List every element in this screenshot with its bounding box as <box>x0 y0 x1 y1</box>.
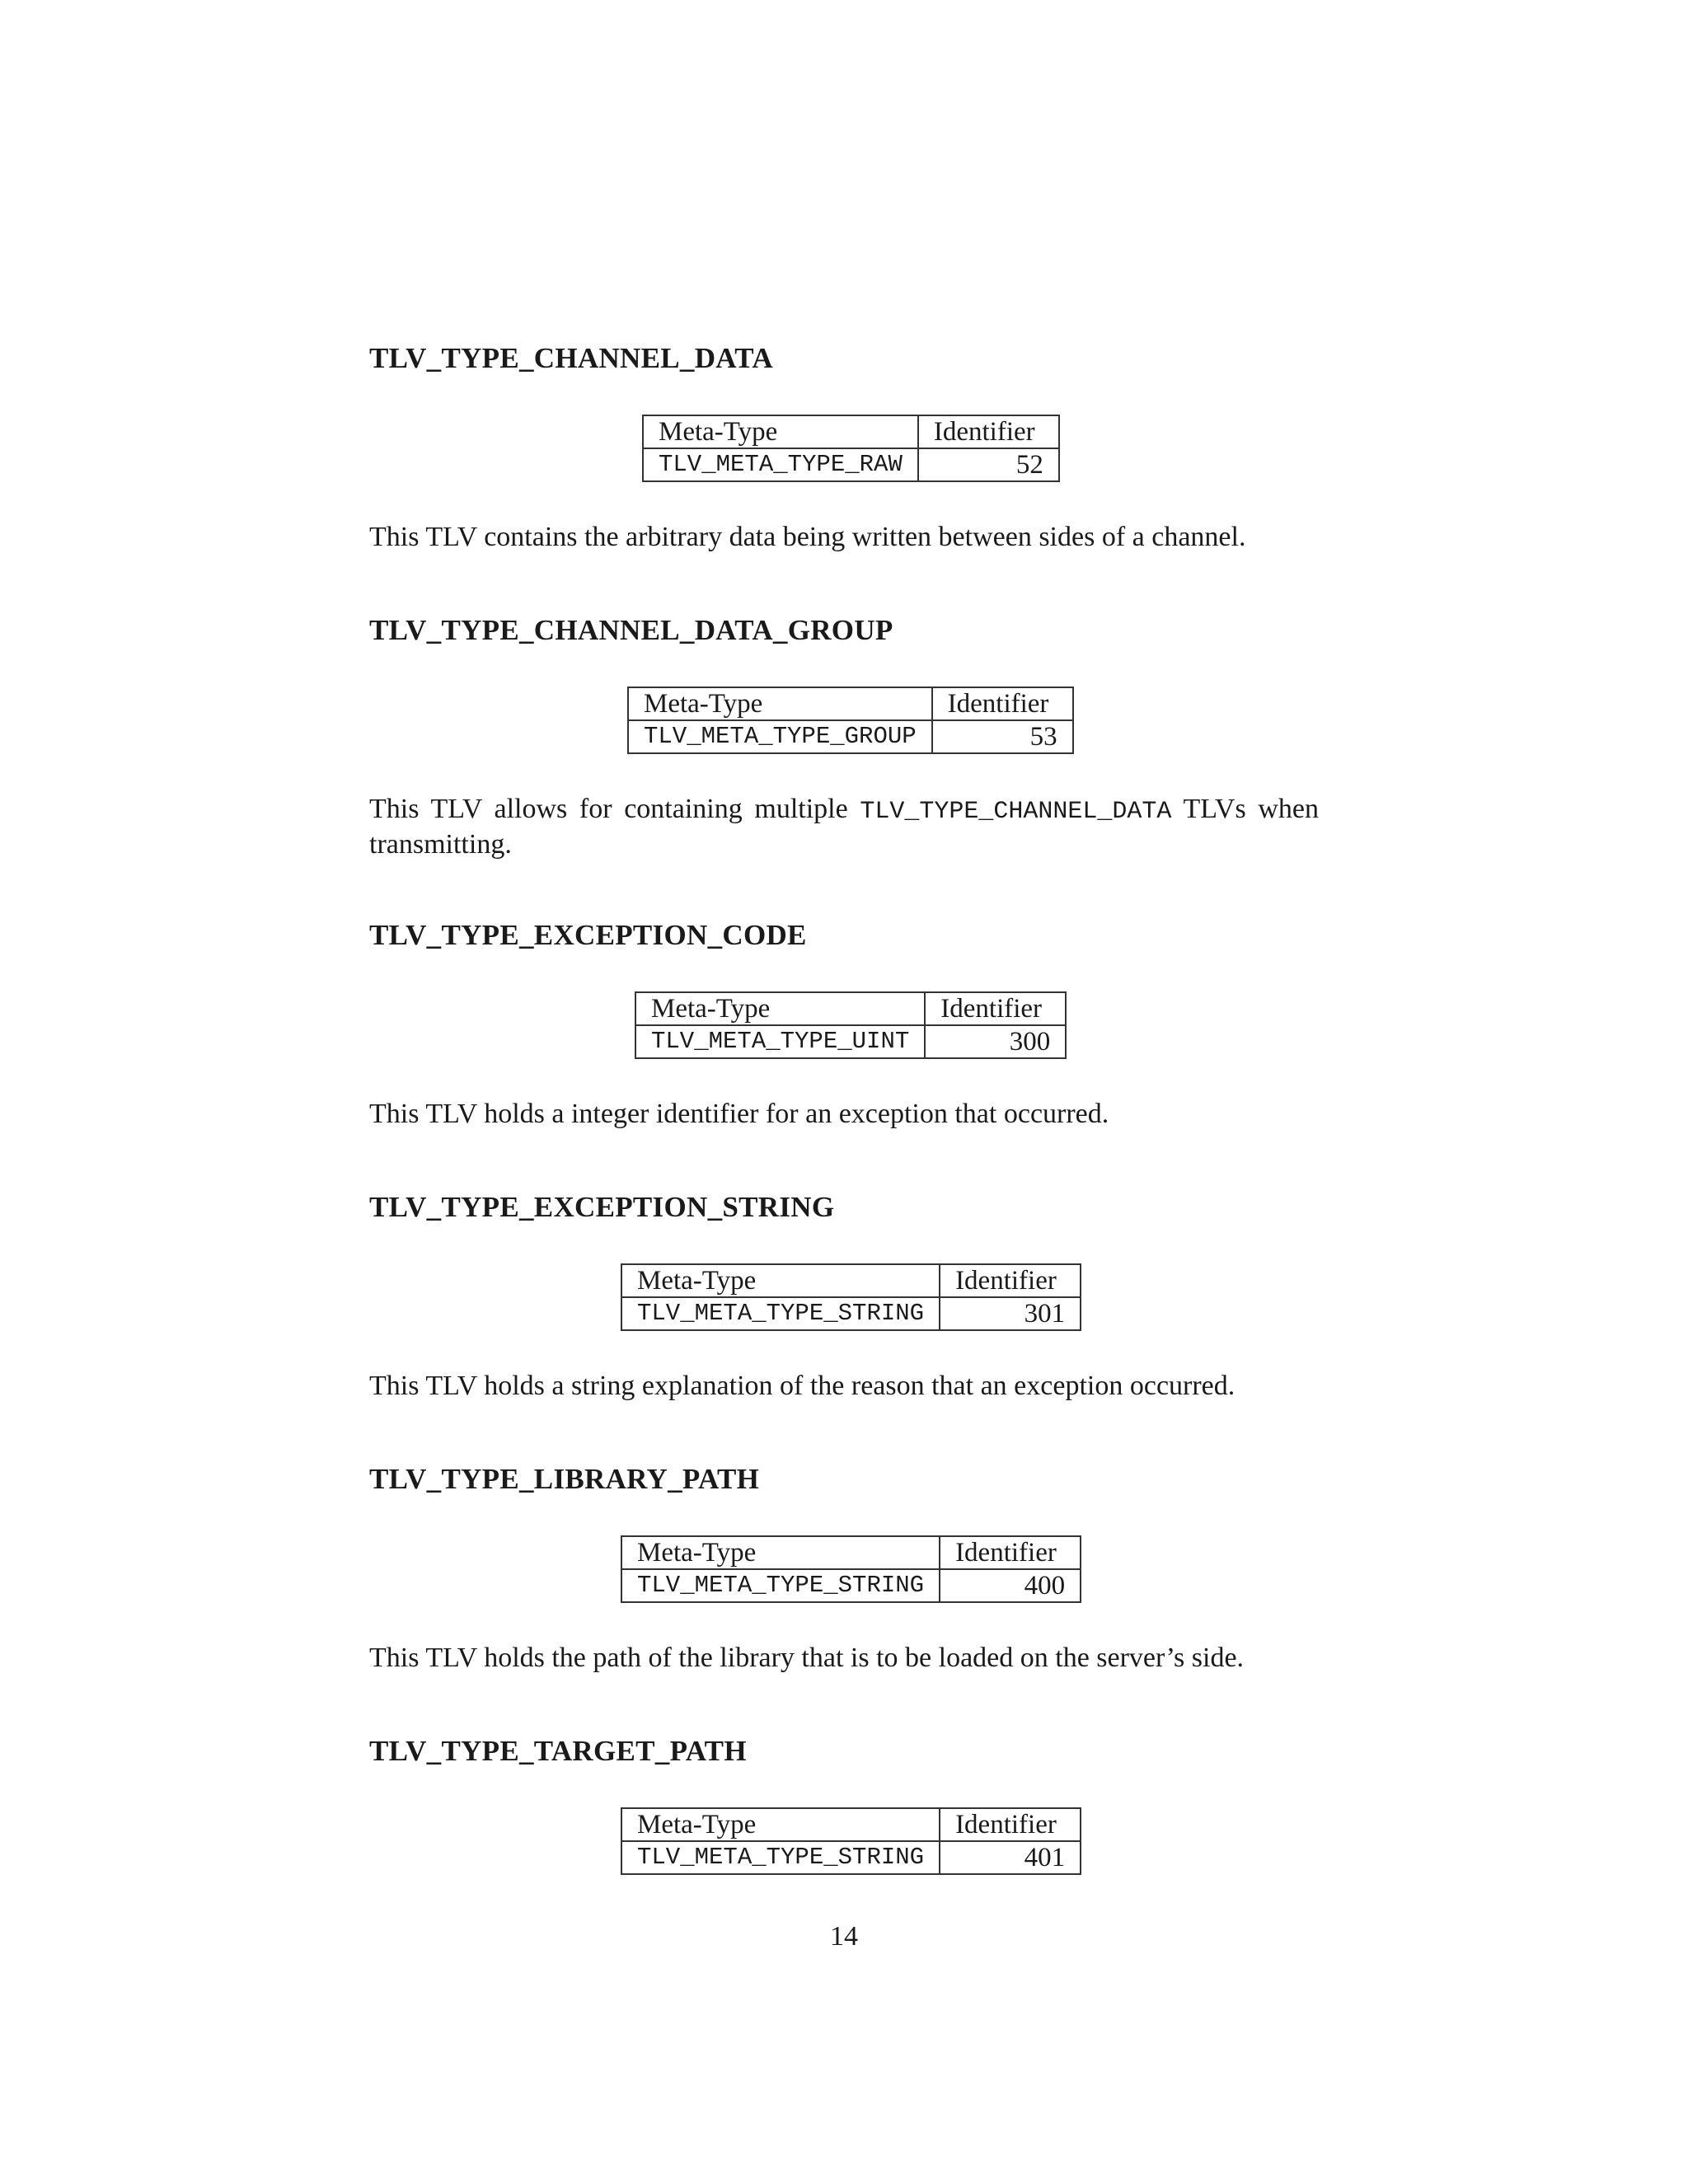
header-meta-type: Meta-Type <box>621 1536 940 1569</box>
cell-identifier: 401 <box>940 1841 1081 1874</box>
table-header-row <box>635 992 1066 1025</box>
table-header-row <box>621 1536 1081 1569</box>
table-header-row <box>621 1808 1081 1841</box>
table-row <box>621 1297 1081 1330</box>
section-heading: TLV_TYPE_EXCEPTION_CODE <box>369 919 807 951</box>
table-row <box>628 720 1073 753</box>
tlv-table-channel-data <box>642 415 1060 482</box>
header-identifier: Identifier <box>940 1264 1081 1297</box>
cell-identifier: 400 <box>940 1569 1081 1602</box>
section-description: This TLV contains the arbitrary data being written between sides of a channel. <box>369 522 1246 552</box>
header-identifier: Identifier <box>918 415 1059 448</box>
tlv-table-exception-string <box>621 1263 1081 1331</box>
table-row <box>635 1025 1066 1058</box>
header-identifier: Identifier <box>925 992 1066 1025</box>
table-row <box>643 448 1059 481</box>
description-code: TLV_TYPE_CHANNEL_DATA <box>860 798 1172 826</box>
section-heading: TLV_TYPE_CHANNEL_DATA_GROUP <box>369 614 893 646</box>
cell-identifier: 53 <box>932 720 1073 753</box>
tlv-table-target-path <box>621 1807 1081 1875</box>
section-exception-code <box>369 919 1319 952</box>
description-text-pre: This TLV allows for containing multiple <box>369 794 848 824</box>
section-description <box>369 793 1319 861</box>
page-number: 14 <box>830 1921 858 1952</box>
header-identifier: Identifier <box>940 1536 1081 1569</box>
section-description: This TLV holds a integer identifier for an exception that occurred. <box>369 1099 1109 1129</box>
table-header-row <box>643 415 1059 448</box>
cell-meta-type: TLV_META_TYPE_STRING <box>621 1297 940 1330</box>
description-text-post: TLVs when transmitting. <box>369 794 1319 860</box>
section-heading: TLV_TYPE_EXCEPTION_STRING <box>369 1191 835 1223</box>
cell-meta-type: TLV_META_TYPE_GROUP <box>628 720 932 753</box>
section-heading: TLV_TYPE_LIBRARY_PATH <box>369 1463 760 1495</box>
section-target-path <box>369 1735 1319 1768</box>
cell-meta-type: TLV_META_TYPE_STRING <box>621 1569 940 1602</box>
header-meta-type: Meta-Type <box>643 415 918 448</box>
section-library-path <box>369 1463 1319 1496</box>
cell-identifier: 300 <box>925 1025 1066 1058</box>
tlv-table-library-path <box>621 1535 1081 1603</box>
tlv-table-exception-code <box>635 991 1067 1059</box>
section-exception-string <box>369 1191 1319 1224</box>
header-meta-type: Meta-Type <box>628 687 932 720</box>
header-meta-type: Meta-Type <box>621 1808 940 1841</box>
cell-meta-type: TLV_META_TYPE_UINT <box>635 1025 925 1058</box>
section-channel-data-group <box>369 614 1319 647</box>
section-description: This TLV holds a string explanation of the reason that an exception occurred. <box>369 1371 1236 1401</box>
tlv-table-channel-data-group <box>627 687 1074 754</box>
header-meta-type: Meta-Type <box>635 992 925 1025</box>
header-meta-type: Meta-Type <box>621 1264 940 1297</box>
section-description: This TLV holds the path of the library that is to be loaded on the server’s side. <box>369 1643 1245 1673</box>
table-header-row <box>628 687 1073 720</box>
table-row <box>621 1841 1081 1874</box>
table-header-row <box>621 1264 1081 1297</box>
cell-identifier: 301 <box>940 1297 1081 1330</box>
header-identifier: Identifier <box>940 1808 1081 1841</box>
cell-meta-type: TLV_META_TYPE_STRING <box>621 1841 940 1874</box>
section-heading: TLV_TYPE_TARGET_PATH <box>369 1735 747 1767</box>
header-identifier: Identifier <box>932 687 1073 720</box>
section-channel-data <box>369 342 1319 375</box>
table-row <box>621 1569 1081 1602</box>
cell-meta-type: TLV_META_TYPE_RAW <box>643 448 918 481</box>
section-heading: TLV_TYPE_CHANNEL_DATA <box>369 342 773 374</box>
cell-identifier: 52 <box>918 448 1059 481</box>
